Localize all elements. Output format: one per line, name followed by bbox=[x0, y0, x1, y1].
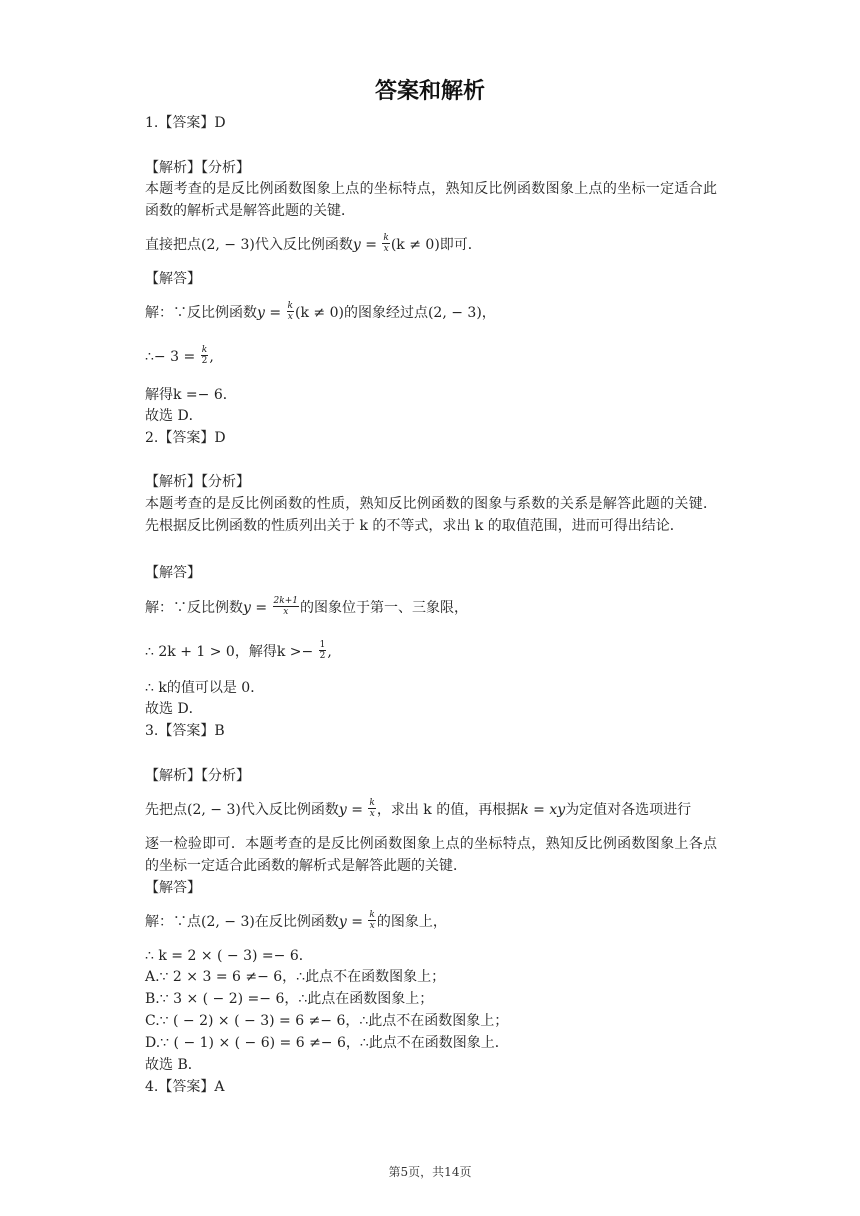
numerator: 2k+1 bbox=[273, 595, 298, 606]
q2-analysis-heading: 【解析】【分析】 bbox=[145, 474, 250, 490]
text: ，求出 k 的值，再根据 bbox=[376, 802, 521, 818]
denominator: 2 bbox=[201, 355, 208, 366]
text: 的图象经过点 bbox=[343, 305, 428, 321]
text: 解：∵反比例函数 bbox=[145, 305, 257, 321]
fraction bbox=[273, 596, 299, 617]
q3-option-b: B.∵ 3 × ( − 2) =− 6，∴此点在函数图象上； bbox=[145, 991, 434, 1007]
fraction bbox=[287, 301, 294, 322]
fraction bbox=[201, 345, 209, 366]
q1-step-3: 解得k =− 6． bbox=[145, 387, 237, 403]
denominator: x bbox=[369, 808, 375, 819]
numerator: k bbox=[369, 909, 375, 920]
text: 代入反比例函数 bbox=[240, 802, 339, 818]
q1-conclusion: 故选 D． bbox=[145, 408, 203, 424]
text: 的图象上， bbox=[376, 914, 447, 930]
q3-analysis-line-1 bbox=[145, 799, 725, 821]
q2-conclusion: 故选 D． bbox=[145, 701, 203, 717]
condition: (k ≠ 0) bbox=[390, 237, 440, 253]
equation: k = xy bbox=[520, 802, 566, 818]
q2-solve-heading: 【解答】 bbox=[145, 565, 201, 581]
q1-solution-line bbox=[145, 302, 725, 324]
fraction bbox=[382, 233, 389, 254]
q3-solve-heading: 【解答】 bbox=[145, 880, 201, 896]
condition: (k ≠ 0) bbox=[295, 305, 344, 321]
denominator: 2 bbox=[319, 650, 326, 661]
q3-solution-line bbox=[145, 911, 725, 933]
q4-answer: 4.【答案】A bbox=[145, 1079, 225, 1095]
q1-step-2 bbox=[145, 346, 725, 368]
point: (2, − 3)， bbox=[427, 305, 496, 321]
numerator: k bbox=[201, 344, 208, 355]
text: 即可． bbox=[439, 237, 482, 253]
q3-option-d: D.∵ ( − 1) × ( − 6) = 6 ≠− 6，∴此点不在函数图象上． bbox=[145, 1035, 509, 1051]
q2-answer: 2.【答案】D bbox=[145, 430, 226, 446]
text: 为定值对各选项进行 bbox=[565, 802, 692, 818]
fraction bbox=[368, 910, 375, 931]
page-footer: 第5页，共14页 bbox=[388, 1165, 472, 1179]
text: 解：∵点 bbox=[145, 914, 201, 930]
q2-step-2 bbox=[145, 641, 725, 663]
inequality: ∴ 2k + 1 > 0，解得k >− bbox=[145, 644, 314, 660]
text: 先把点 bbox=[145, 802, 187, 818]
q2-solution-line bbox=[145, 597, 725, 619]
fraction bbox=[368, 798, 375, 819]
equation: y = bbox=[338, 914, 363, 930]
equation: y = bbox=[338, 802, 363, 818]
q3-analysis-heading: 【解析】【分析】 bbox=[145, 768, 250, 784]
q3-analysis-text: 逐一检验即可．本题考查的是反比例函数图象上点的坐标特点，熟知反比例函数图象上各点的坐标一定适合此函数的解析式是解答此题的关键． bbox=[145, 836, 717, 874]
numerator: k bbox=[369, 797, 375, 808]
q3-step-k: ∴ k = 2 × ( − 3) =− 6． bbox=[145, 948, 313, 964]
equation: ∴− 3 = bbox=[145, 349, 196, 365]
q1-analysis-heading: 【解析】【分析】 bbox=[145, 160, 250, 176]
q2-analysis-text: 本题考查的是反比例函数的性质，熟知反比例函数的图象与系数的关系是解答此题的关键．先根据反比例函数的性质列出关于 k 的不等式，求出 k 的取值范围，进而可得出结论． bbox=[145, 496, 717, 534]
text: 代入反比例函数 bbox=[254, 237, 353, 253]
q1-solve-heading: 【解答】 bbox=[145, 271, 201, 287]
equation: y = bbox=[243, 600, 268, 616]
q2-step-3: ∴ k的值可以是 0． bbox=[145, 680, 265, 696]
text: , bbox=[209, 349, 214, 365]
text: 直接把点 bbox=[145, 237, 201, 253]
numerator: k bbox=[383, 232, 389, 243]
equation: y = bbox=[257, 305, 282, 321]
q3-option-a: A.∵ 2 × 3 = 6 ≠− 6，∴此点不在函数图象上； bbox=[145, 969, 446, 985]
equation: y = bbox=[352, 237, 377, 253]
text: 在反比例函数 bbox=[254, 914, 339, 930]
numerator: 1 bbox=[319, 639, 326, 650]
point: (2, − 3) bbox=[187, 802, 241, 818]
q1-analysis-text: 本题考查的是反比例函数图象上点的坐标特点，熟知反比例函数图象上点的坐标一定适合此函数的解析式是解答此题的关键． bbox=[145, 181, 717, 219]
text: , bbox=[327, 644, 332, 660]
denominator: x bbox=[287, 311, 293, 322]
page-title: 答案和解析 bbox=[374, 79, 485, 104]
denominator: x bbox=[283, 606, 289, 617]
fraction bbox=[319, 640, 327, 661]
q1-method-line bbox=[145, 234, 725, 256]
q3-answer: 3.【答案】B bbox=[145, 723, 225, 739]
point: (2, − 3) bbox=[201, 914, 255, 930]
denominator: x bbox=[369, 920, 375, 931]
q1-answer: 1.【答案】D bbox=[145, 115, 226, 131]
numerator: k bbox=[287, 300, 294, 311]
text: 的图象位于第一、三象限， bbox=[300, 600, 468, 616]
denominator: x bbox=[383, 243, 389, 254]
q3-conclusion: 故选 B． bbox=[145, 1057, 202, 1073]
text: 解：∵反比例数 bbox=[145, 600, 243, 616]
q3-option-c: C.∵ ( − 2) × ( − 3) = 6 ≠− 6，∴此点不在函数图象上； bbox=[145, 1013, 509, 1029]
point: (2, − 3) bbox=[201, 237, 255, 253]
